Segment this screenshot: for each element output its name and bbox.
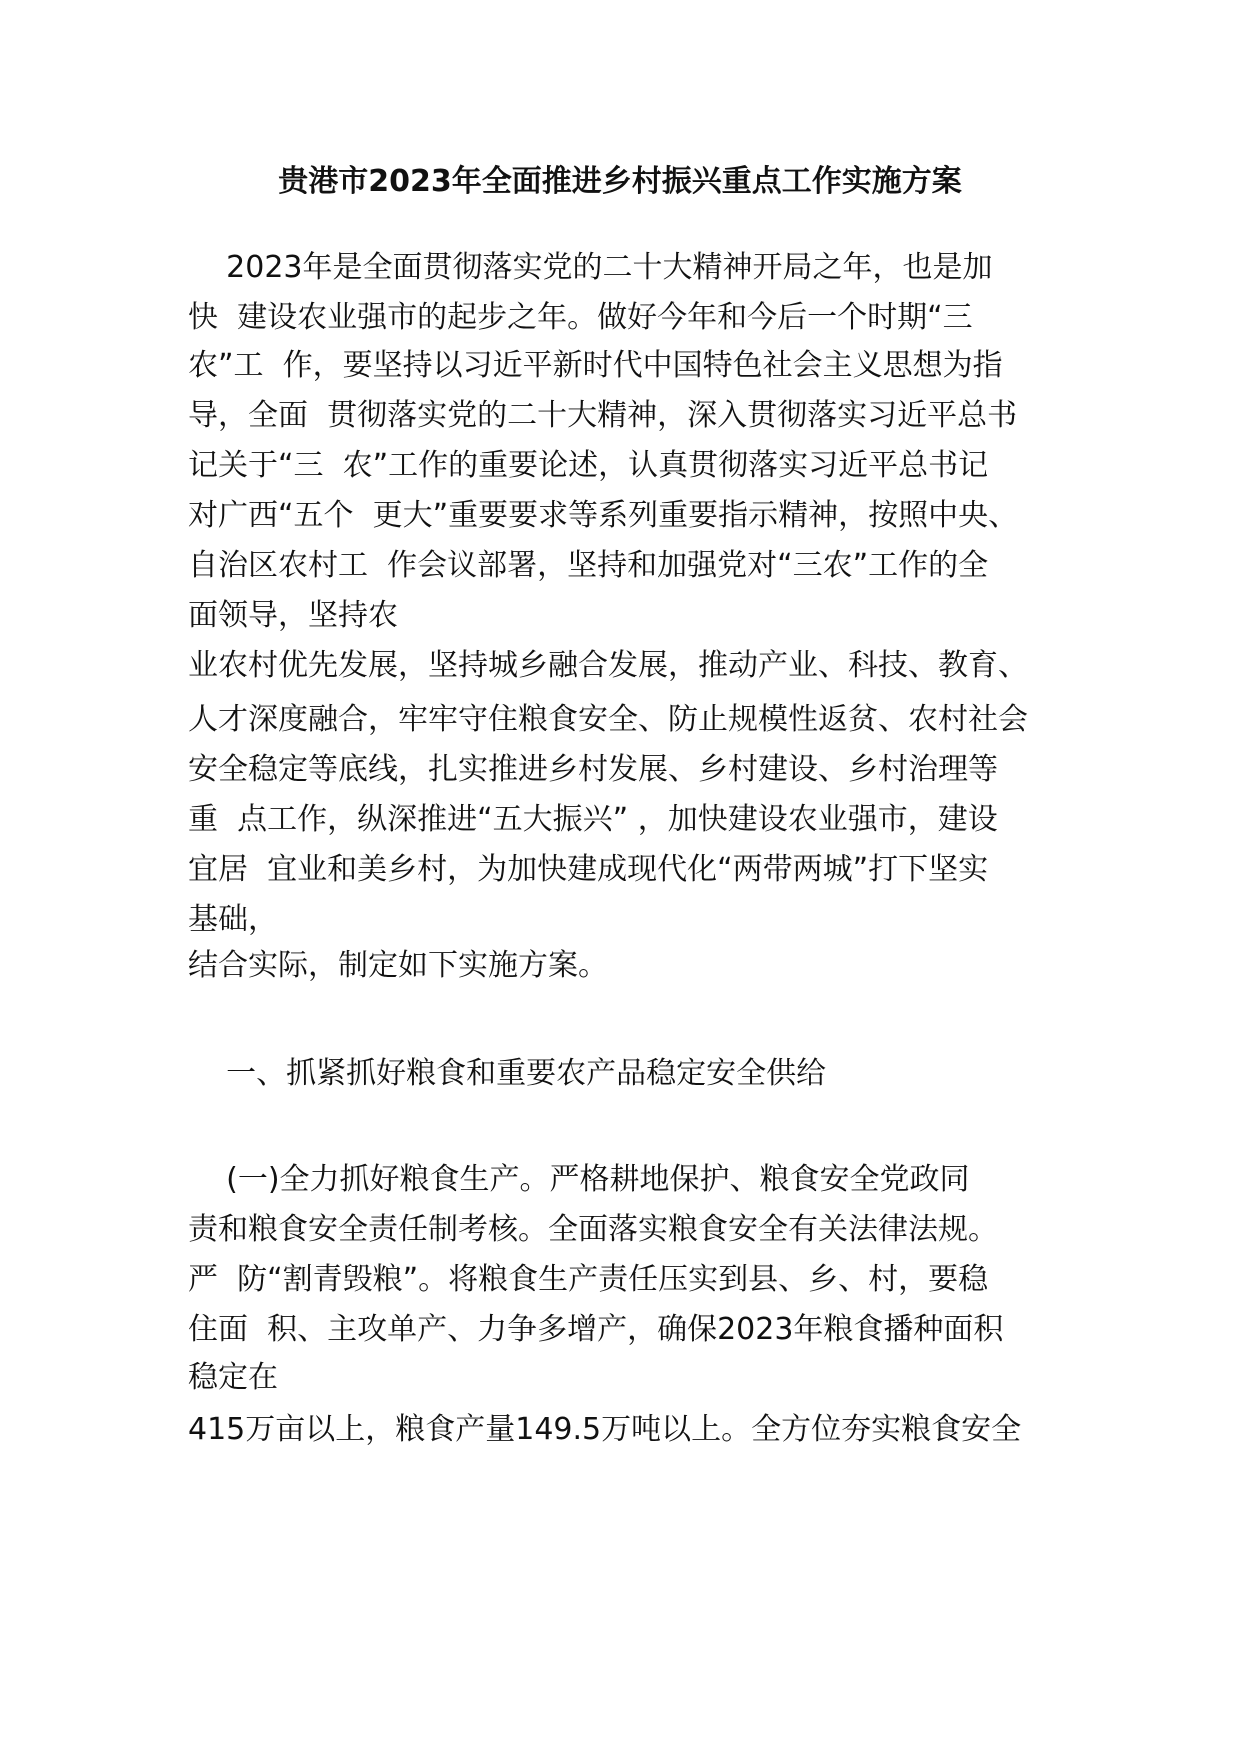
paragraph-line: 安全稳定等底线，扎实推进乡村发展、乡村建设、乡村治理等 bbox=[188, 752, 998, 787]
document-title: 贵港市2023年全面推进乡村振兴重点工作实施方案 bbox=[278, 164, 962, 199]
paragraph-line: 记关于“三 农”工作的重要论述，认真贯彻落实习近平总书记 bbox=[188, 448, 989, 483]
paragraph-line: 对广西“五个 更大”重要要求等系列重要指示精神，按照中央、 bbox=[188, 498, 1019, 533]
paragraph-line: 结合实际，制定如下实施方案。 bbox=[188, 948, 608, 983]
paragraph-line: 严 防“割青毁粮”。将粮食生产责任压实到县、乡、村，要稳 bbox=[188, 1262, 989, 1297]
paragraph-line: 稳定在 bbox=[188, 1360, 278, 1395]
paragraph-line: 基础， bbox=[188, 902, 278, 937]
paragraph-line: 住面 积、主攻单产、力争多增产，确保2023年粮食播种面积 bbox=[188, 1312, 1004, 1347]
paragraph-line: 业农村优先发展，坚持城乡融合发展，推动产业、科技、教育、 bbox=[188, 648, 1028, 683]
section-heading: 一、抓紧抓好粮食和重要农产品稳定安全供给 bbox=[188, 1056, 827, 1091]
paragraph-line: 人才深度融合，牢牢守住粮食安全、防止规模性返贫、农村社会 bbox=[188, 702, 1028, 737]
paragraph-line: 面领导，坚持农 bbox=[188, 598, 398, 633]
paragraph-line: 导，全面 贯彻落实党的二十大精神，深入贯彻落实习近平总书 bbox=[188, 398, 1018, 433]
paragraph-line: 2023年是全面贯彻落实党的二十大精神开局之年，也是加 bbox=[188, 250, 993, 285]
paragraph-line: 宜居 宜业和美乡村，为加快建成现代化“两带两城”打下坚实 bbox=[188, 852, 989, 887]
paragraph-line: 农”工 作，要坚持以习近平新时代中国特色社会主义思想为指 bbox=[188, 348, 1003, 383]
paragraph-line: 自治区农村工 作会议部署，坚持和加强党对“三农”工作的全 bbox=[188, 548, 989, 583]
paragraph-line: 快 建设农业强市的起步之年。做好今年和今后一个时期“三 bbox=[188, 300, 973, 335]
paragraph-line: (一)全力抓好粮食生产。严格耕地保护、粮食安全党政同 bbox=[188, 1162, 970, 1197]
paragraph-line: 重 点工作，纵深推进“五大振兴” ，加快建设农业强市，建设 bbox=[188, 802, 998, 837]
paragraph-line: 415万亩以上，粮食产量149.5万吨以上。全方位夯实粮食安全 bbox=[188, 1412, 1022, 1447]
paragraph-line: 责和粮食安全责任制考核。全面落实粮食安全有关法律法规。 bbox=[188, 1212, 998, 1247]
